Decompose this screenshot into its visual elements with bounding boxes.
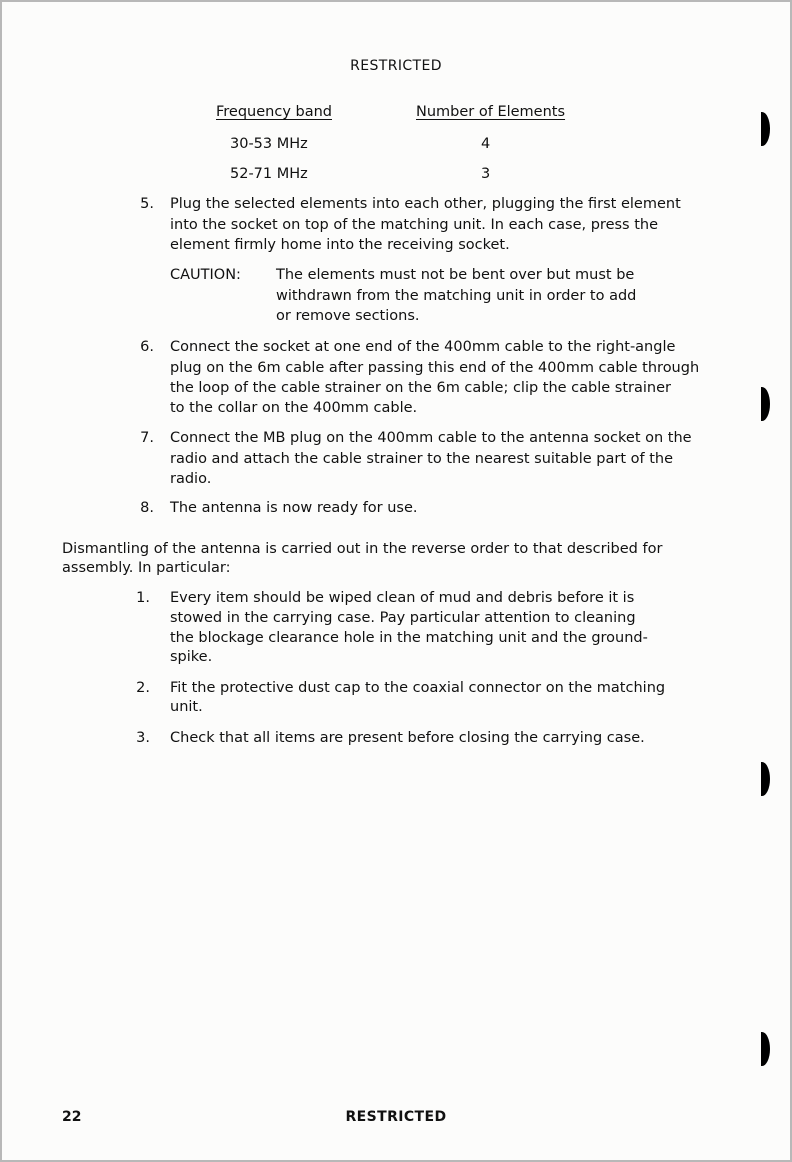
binder-ring-mark: [754, 1032, 770, 1066]
binder-ring-mark: [754, 112, 770, 146]
dismantling-intro-line-2: assembly. In particular:: [62, 560, 231, 576]
step-5-line-2: into the socket on top of the matching unit. In each case, press the: [170, 217, 659, 233]
dismantling-step-1-line-1: Every item should be wiped clean of mud and debris before it is: [170, 590, 635, 606]
dismantling-step-1-line-2: stowed in the carrying case. Pay particular attention to cleaning: [170, 610, 636, 626]
dismantling-step-3-line-1: Check that all items are present before closing the carrying case.: [170, 730, 645, 746]
step-6-line-3: the loop of the cable strainer on the 6m cable; clip the cable strainer: [170, 380, 671, 396]
table-cell-band-2: 52-71 MHz: [230, 166, 308, 182]
step-number-5: 5.: [140, 196, 154, 212]
dismantling-step-number-1: 1.: [136, 590, 150, 606]
dismantling-step-2-line-1: Fit the protective dust cap to the coaxial connector on the matching: [170, 680, 666, 696]
classification-header: RESTRICTED: [350, 58, 442, 74]
dismantling-step-number-2: 2.: [136, 680, 150, 696]
dismantling-step-1-line-4: spike.: [170, 649, 213, 665]
table-cell-elements-2: 3: [481, 166, 491, 182]
dismantling-intro-line-1: Dismantling of the antenna is carried out in the reverse order to that described for: [62, 541, 663, 557]
caution-line-1: The elements must not be bent over but must be: [276, 267, 635, 283]
step-5-line-1: Plug the selected elements into each other, plugging the first element: [170, 196, 681, 212]
step-6-line-1: Connect the socket at one end of the 400mm cable to the right-angle: [170, 339, 676, 355]
table-header-frequency-band: Frequency band: [216, 104, 332, 120]
page-number: 22: [62, 1109, 82, 1125]
table-cell-elements-1: 4: [481, 136, 491, 152]
step-number-8: 8.: [140, 500, 154, 516]
step-6-line-4: to the collar on the 400mm cable.: [170, 400, 418, 416]
step-7-line-2: radio and attach the cable strainer to the nearest suitable part of the: [170, 451, 673, 467]
binder-ring-mark: [754, 387, 770, 421]
binder-ring-mark: [754, 762, 770, 796]
step-7-line-1: Connect the MB plug on the 400mm cable to the antenna socket on the: [170, 430, 692, 446]
classification-footer: RESTRICTED: [345, 1109, 447, 1125]
table-header-number-of-elements: Number of Elements: [416, 104, 566, 120]
dismantling-step-1-line-3: the blockage clearance hole in the matching unit and the ground-: [170, 630, 648, 646]
dismantling-step-2-line-2: unit.: [170, 699, 203, 715]
caution-line-2: withdrawn from the matching unit in order to add: [276, 288, 637, 304]
step-number-6: 6.: [140, 339, 154, 355]
caution-label: CAUTION:: [170, 267, 241, 283]
step-6-line-2: plug on the 6m cable after passing this end of the 400mm cable through: [170, 360, 700, 376]
dismantling-step-number-3: 3.: [136, 730, 150, 746]
step-7-line-3: radio.: [170, 471, 212, 487]
step-8-line-1: The antenna is now ready for use.: [170, 500, 418, 516]
table-cell-band-1: 30-53 MHz: [230, 136, 308, 152]
caution-line-3: or remove sections.: [276, 308, 420, 324]
step-number-7: 7.: [140, 430, 154, 446]
step-5-line-3: element firmly home into the receiving socket.: [170, 237, 510, 253]
